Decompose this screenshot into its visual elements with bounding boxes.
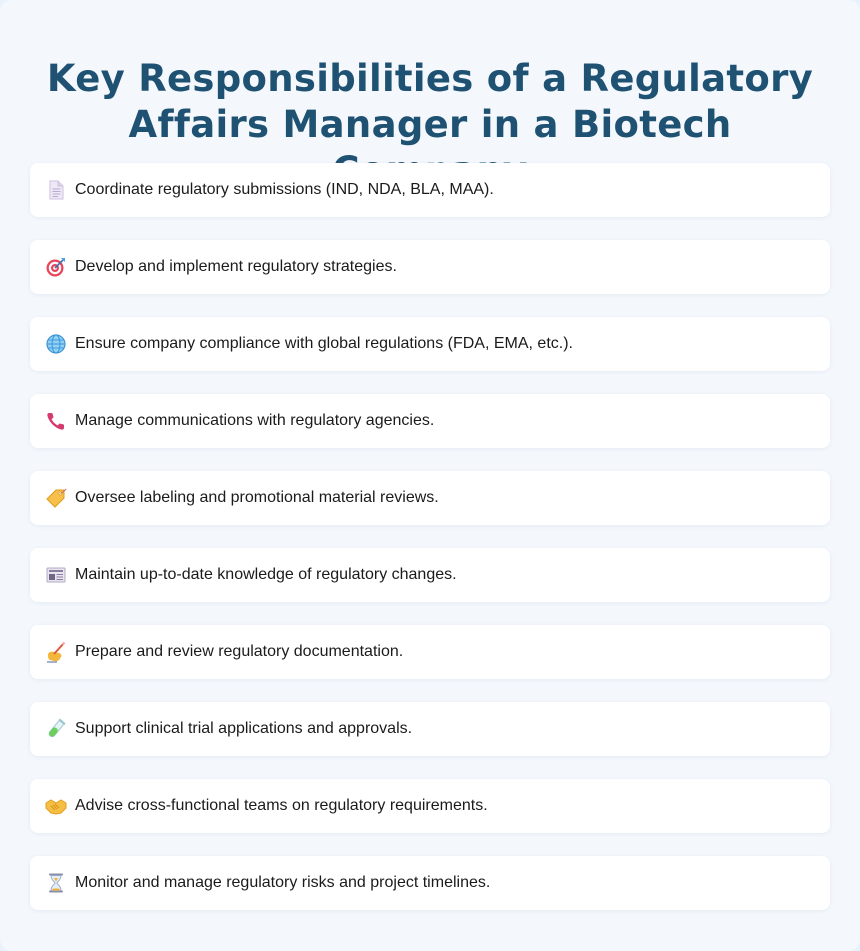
- responsibilities-list: [30, 163, 830, 933]
- writing-hand-icon: [44, 640, 68, 664]
- item-text: Prepare and review regulatory documentation.: [75, 643, 404, 660]
- list-item: [30, 779, 830, 833]
- document-icon: [44, 178, 68, 202]
- item-text: Maintain up-to-date knowledge of regulatory changes.: [75, 566, 457, 583]
- item-text: Advise cross-functional teams on regulatory requirements.: [75, 797, 488, 814]
- item-text: Oversee labeling and promotional material reviews.: [75, 489, 439, 506]
- newspaper-icon: [44, 563, 68, 587]
- list-item: [30, 163, 830, 217]
- item-text: Manage communications with regulatory agencies.: [75, 412, 435, 429]
- list-item: [30, 856, 830, 910]
- list-item: [30, 317, 830, 371]
- list-item: [30, 625, 830, 679]
- item-text: Coordinate regulatory submissions (IND, NDA, BLA, MAA).: [75, 181, 494, 198]
- list-item: [30, 702, 830, 756]
- list-item: [30, 240, 830, 294]
- list-item: [30, 548, 830, 602]
- target-icon: [44, 255, 68, 279]
- hourglass-icon: [44, 871, 68, 895]
- handshake-icon: [44, 794, 68, 818]
- item-text: Support clinical trial applications and approvals.: [75, 720, 413, 737]
- item-text: Develop and implement regulatory strategies.: [75, 258, 397, 275]
- list-item: [30, 471, 830, 525]
- list-item: [30, 394, 830, 448]
- globe-icon: [44, 332, 68, 356]
- test-tube-icon: [44, 717, 68, 741]
- item-text: Monitor and manage regulatory risks and project timelines.: [75, 874, 491, 891]
- phone-icon: [44, 409, 68, 433]
- item-text: Ensure company compliance with global regulations (FDA, EMA, etc.).: [75, 335, 573, 352]
- label-tag-icon: [44, 486, 68, 510]
- page-title: Key Responsibilities of a Regulatory Affairs Manager in a Biotech: [46, 57, 814, 146]
